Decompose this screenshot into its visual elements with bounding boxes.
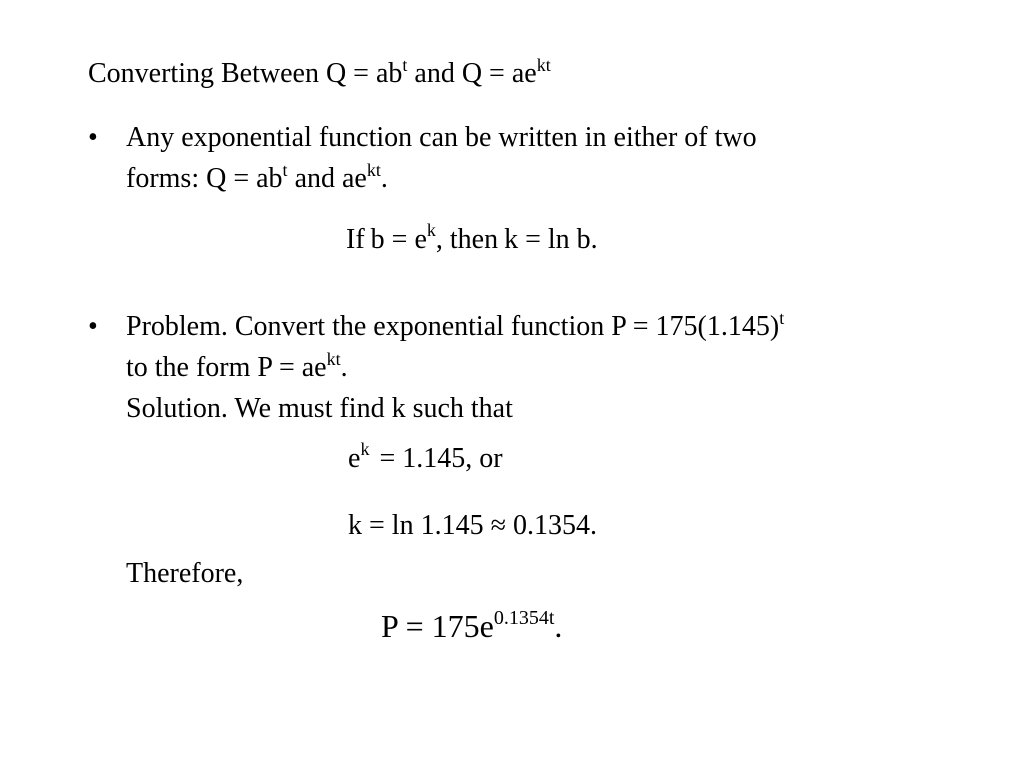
therefore-label: Therefore, bbox=[126, 558, 244, 589]
bullet-2-sup-t: t bbox=[779, 308, 785, 328]
bullet-2-line-1 bbox=[126, 306, 784, 347]
bullet-1-line-2-suffix: . bbox=[380, 163, 388, 194]
eq1-if: If bbox=[346, 224, 365, 255]
eq4-suffix: . bbox=[554, 608, 563, 644]
bullet-1-line-1: Any exponential function can be written in either of two bbox=[126, 122, 757, 153]
bullet-1-text bbox=[126, 117, 757, 199]
bullet-icon: • bbox=[88, 311, 98, 342]
bullet-2-text bbox=[126, 306, 784, 429]
bullet-1-sup-t: t bbox=[282, 160, 288, 180]
bullet-2-line-1-prefix: Problem. Convert the exponential function P = 175(1.145) bbox=[126, 311, 780, 342]
bullet-1-sup-kt: kt bbox=[366, 160, 381, 180]
title-prefix: Converting Between Q = ab bbox=[88, 58, 403, 89]
eq2-base: e bbox=[348, 443, 361, 474]
title-middle: and Q = ae bbox=[407, 58, 537, 89]
bullet-1-line-2-middle: and ae bbox=[287, 163, 367, 194]
bullet-2-sup-kt: kt bbox=[326, 349, 341, 369]
eq1-then: , then bbox=[435, 224, 499, 255]
eq4-base: P = 175e bbox=[381, 608, 494, 644]
eq4-superscript: 0.1354t bbox=[493, 607, 555, 629]
bullet-2-line-2 bbox=[126, 347, 784, 388]
bullet-2-line-2-prefix: to the form P = ae bbox=[126, 352, 327, 383]
equation-k-equals-ln bbox=[348, 508, 597, 544]
eq1-superscript-k: k bbox=[426, 220, 436, 240]
eq2-rest: = 1.145, or bbox=[379, 443, 503, 474]
equation-if-b-equals-e-k bbox=[346, 222, 598, 258]
title-superscript-kt: kt bbox=[536, 55, 551, 75]
bullet-icon: • bbox=[88, 122, 98, 153]
bullet-1-line-2 bbox=[126, 158, 757, 199]
bullet-2-line-2-suffix: . bbox=[340, 352, 348, 383]
bullet-2-line-3: Solution. We must find k such that bbox=[126, 393, 513, 424]
equation-final-result bbox=[381, 608, 562, 644]
title-superscript-t: t bbox=[402, 55, 408, 75]
eq3-text: k = ln 1.145 ≈ 0.1354. bbox=[348, 510, 597, 541]
equation-e-k-equals-1145 bbox=[348, 441, 503, 477]
eq2-superscript-k: k bbox=[360, 439, 370, 459]
eq1-k-eq-ln-b: k = ln b. bbox=[504, 224, 598, 255]
eq1-b-eq-e: b = e bbox=[370, 224, 427, 255]
bullet-1-line-2-prefix: forms: Q = ab bbox=[126, 163, 283, 194]
slide-title bbox=[88, 56, 551, 92]
